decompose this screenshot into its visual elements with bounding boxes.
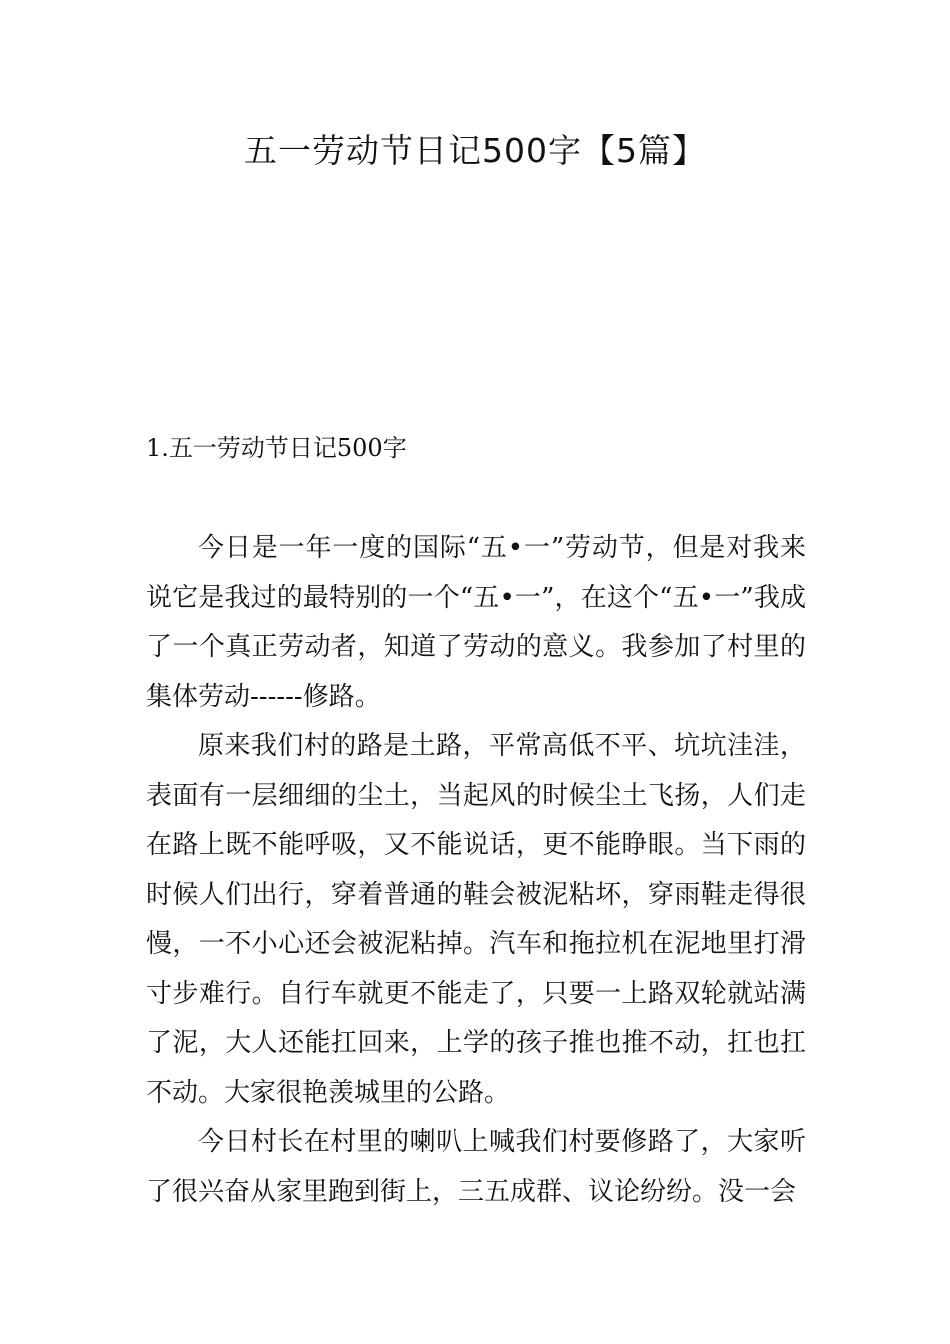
paragraph: 今日是一年一度的国际“五•一”劳动节，但是对我来说它是我过的最特别的一个“五•一”，在这个“五•一”我成了一个真正劳动者，知道了劳动的意义。我参加了村里的集体劳动------修路。 [146,533,806,712]
body-text [146,524,806,1217]
section-heading: 1.五一劳动节日记500字 [146,434,407,462]
paragraph: 原来我们村的路是土路，平常高低不平、坑坑洼洼，表面有一层细细的尘土，当起风的时候尘土飞扬，人们走在路上既不能呼吸，又不能说话，更不能睁眼。当下雨的时候人们出行，穿着普通的鞋会被泥粘坏，穿雨鞋走得很慢，一不小心还会被泥粘掉。汽车和拖拉机在泥地里打滑寸步难行。自行车就更不能走了，只要一上路双轮就站满了泥，大人还能扛回来，上学的孩子推也推不动，扛也扛不动。大家很艳羡城里的公路。 [146,731,806,1108]
paragraph: 今日村长在村里的喇叭上喊我们村要修路了，大家听了很兴奋从家里跑到街上，三五成群、议论纷纷。没一会 [146,1127,806,1207]
document-title: 五一劳动节日记500字【5篇】 [244,131,706,170]
